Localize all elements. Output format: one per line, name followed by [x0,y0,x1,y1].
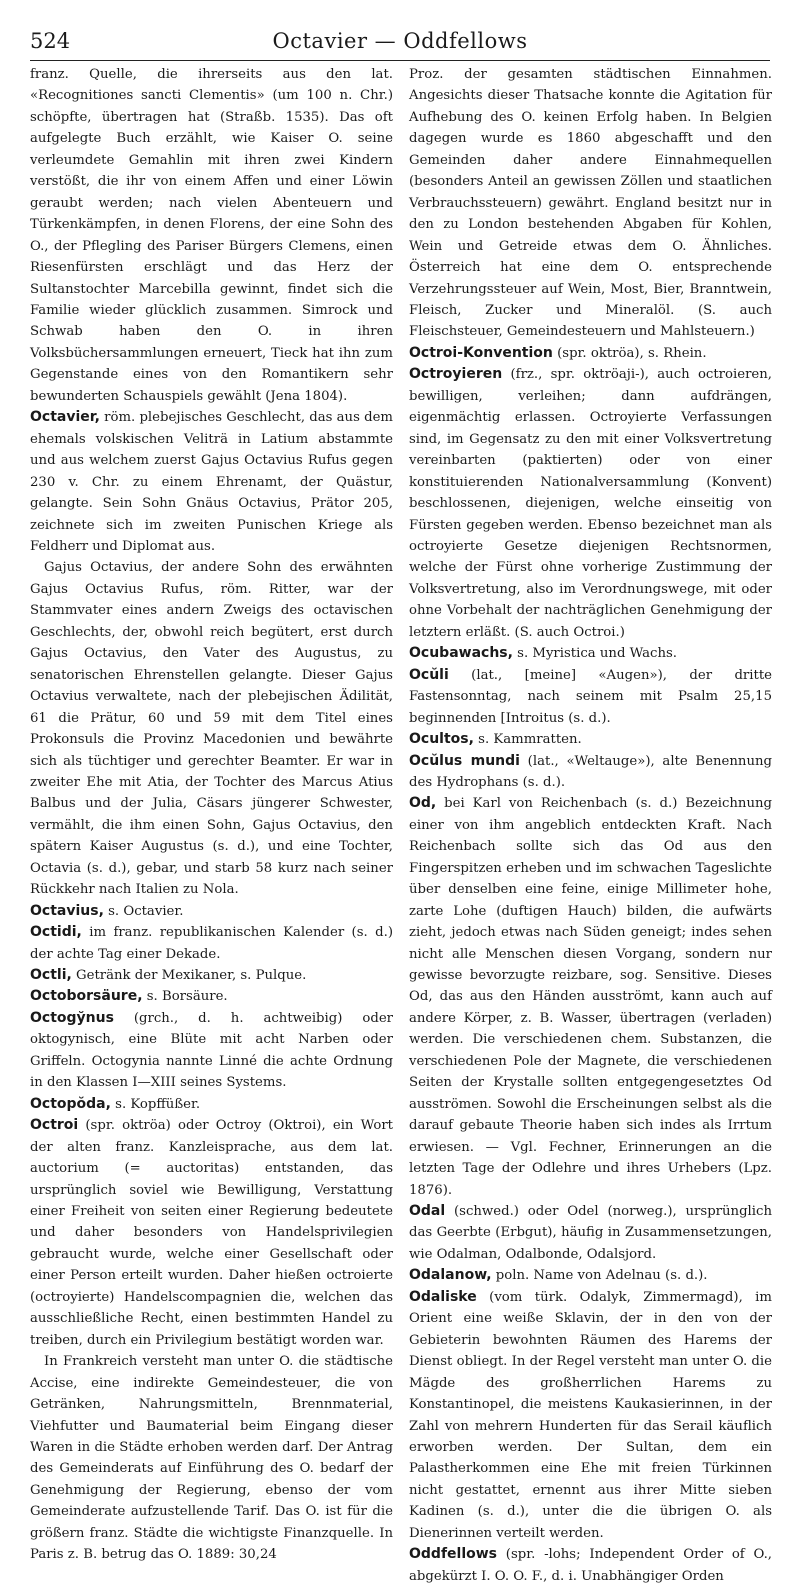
dictionary-entry [30,986,393,1007]
entry-headword: Ocŭlus mundi [409,752,520,769]
page-number: 524 [30,29,71,53]
entry-text: s. Kopffüßer. [110,1096,201,1112]
dictionary-entry [30,901,393,922]
entry-headword: Octroi [30,1117,79,1134]
entry-headword: Octroyieren [409,366,503,383]
entry-headword: Octavius, [30,902,104,919]
dictionary-entry [30,1115,393,1351]
dictionary-entry [409,751,772,794]
entry-text: Gajus Octavius, der andere Sohn des erwähnten Gajus Octavius Rufus, röm. Ritter, war der Stammvater eines andern Zweigs des octavischen Geschlechts, der, obwohl reich begütert, erst durch Gajus Octavius, den Vater des Augustus, zu senatorischen Ehrenstellen gelangte. Dieser Gajus Octavius verwaltete, nach der plebejischen Ädilität, 61 die Prätur, 60 und 59 mit dem Titel eines Prokonsuls die Provinz Macedonien und bewährte sich als tüchtiger und gerechter Beamter. Er war in zweiter Ehe mit Atia, der Tochter des Marcus Atius Balbus und der Julia, Cäsars jüngerer Schwester, vermählt, die ihm einen Sohn, Gajus Octavius, den spätern Kaiser Augustus (s. d.), und eine Tochter, Octavia (s. d.), gebar, und starb 58 kurz nach seiner Rückkehr nach Italien zu Nola. [30,560,393,898]
entry-text: s. Kammratten. [473,732,582,748]
entry-text: (frz., spr. oktröaji-), auch octroieren, bewilligen, verleihen; dann aufdrängen, eigenmächtig erlassen. Octroyierte Verfassungen sind, im Gegensatz zu den mit einer Volksvertretung vereinbarten (paktierten) oder von einer konstituierenden Nationalversammlung (Konvent) beschlossenen, diejenigen, welche einseitig von Fürsten gegeben werden. Ebenso bezeichnet man als octroyierte Gesetze diejenigen Rechtsnormen, welche der Fürst ohne vorherige Zustimmung der Volksvertretung, also im Verordnungswege, mit oder ohne Vorbehalt der nachträglichen Genehmigung der letztern erläßt. (S. auch Octroi.) [409,367,772,640]
entry-paragraph [30,1351,393,1566]
entry-text: (spr. oktröa) oder Octroy (Oktroi), ein Wort der alten franz. Kanzleisprache, aus dem lat. auctorium (= auctoritas) entstanden, das ursprünglich soviel wie Bewilligung, Verstattung einer Freiheit von seiten einer Regierung bedeutete und daher besonders von Handelsprivilegien gebraucht wurde, welche einer Gesellschaft oder einer Person erteilt wurden. Daher hießen octroierte (octroyierte) Handelscompagnien die, welchen das ausschließliche Recht, einen bestimmten Handel zu treiben, durch ein Privilegium bestätigt worden war. [30,1118,393,1348]
dictionary-entry [30,1094,393,1115]
entry-headword: Octidi, [30,924,82,941]
entry-headword: Od, [409,795,437,812]
dictionary-entry [409,665,772,729]
dictionary-entry [30,922,393,965]
entry-headword: Ocŭli [409,666,449,683]
entry-text: (lat., [meine] «Augen»), der dritte Fastensonntag, nach seinem mit Psalm 25,15 beginnenden [Introitus (s. d.). [409,667,772,726]
dictionary-entry [30,1008,393,1094]
entry-headword: Octavier, [30,409,100,426]
entry-text: (schwed.) oder Odel (norweg.), ursprünglich das Geerbte (Erbgut), häufig in Zusammensetzungen, wie Odalman, Odalbonde, Odalsjord. [409,1204,772,1262]
dictionary-entry [409,643,772,664]
left-column [30,64,393,1587]
entry-text: (spr. oktröa), s. Rhein. [552,345,707,361]
dictionary-entry [30,407,393,557]
entry-text: franz. Quelle, die ihrerseits aus den lat. «Recognitiones sancti Clementis» (um 100 n. Chr.) schöpfte, übertragen hat (Straßb. 1535). Das oft aufgelegte Buch erzählt, wie Kaiser O. seine verleumdete Gemahlin mit ihren zwei Kindern verstößt, die ihr von einem Affen und einer Löwin geraubt werden; nach vielen Abenteuern und Türkenkämpfen, in denen Florens, der eine Sohn des O., der Pflegling des Pariser Bürgers Clemens, einen Riesenfürsten erschlägt und das Herz der Sultanstochter Marcebilla gewinnt, findet sich die Familie wieder glücklich zusammen. Simrock und Schwab haben den O. in ihren Volksbüchersammlungen erneuert, Tieck hat ihn zum Gegenstande eines von den Romantikern sehr bewunderten Schauspiels gewählt (Jena 1804). [30,67,393,404]
entry-headword: Octogy̆nus [30,1009,114,1026]
entry-text: (grch., d. h. achtweibig) oder oktogynisch, eine Blüte mit acht Narben oder Griffeln. Octogynia nannte Linné die achte Ordnung in den Klassen I—XIII seines Systems. [30,1010,393,1091]
entry-headword: Oddfellows [409,1546,498,1563]
entry-text: (spr. -lohs; Independent Order of O., abgekürzt I. O. O. F., d. i. Unabhängiger Orden [409,1547,772,1584]
entry-text: Getränk der Mexikaner, s. Pulque. [71,968,307,984]
entry-text: (lat., «Weltauge»), alte Benennung des Hydrophans (s. d.). [409,753,773,790]
entry-headword: Octopŏda, [30,1095,111,1112]
running-head: Octavier — Oddfellows [272,29,528,53]
dictionary-entry [409,1287,772,1544]
dictionary-entry [409,793,772,1201]
right-column [409,64,772,1587]
dictionary-entry [409,343,772,364]
entry-text: röm. plebejisches Geschlecht, das aus dem ehemals volskischen Veliträ in Latium abstammte und aus welchem zuerst Gajus Octavius Rufus gegen 230 v. Chr. zu einem Ehrenamt, der Quästur, gelangte. Sein Sohn Gnäus Octavius, Prätor 205, zeichnete sich im zweiten Punischen Kriege als Feldherr und Diplomat aus. [30,410,393,554]
entry-text: im franz. republikanischen Kalender (s. d.) der achte Tag einer Dekade. [30,925,393,962]
entry-text: (vom türk. Odalyk, Zimmermagd), im Orient eine weiße Sklavin, der in den von der Gebieterin bewohnten Räumen des Harems der Dienst obliegt. In der Regel versteht man unter O. die Mägde des großherrlichen Harems zu Konstantinopel, die meistens Kaukasierinnen, in der Zahl von mehrern Hunderten für das Serail käuflich erworben werden. Der Sultan, dem ein Palastherkommen eine Ehe mit freien Türkinnen nicht gestattet, ernennt aus ihrer Mitte sieben Kadinen (s. d.), unter die die übrigen O. als Dienerinnen verteilt werden. [409,1289,772,1541]
entry-text: s. Myristica und Wachs. [512,646,677,662]
entry-text: bei Karl von Reichenbach (s. d.) Bezeichnung einer von ihm angeblich entdeckten Kraft. Nach Reichenbach sollte sich das Od aus den Fingerspitzen erheben und im schwachen Tageslichte über denselben eine feine, einige Millimeter hohe, zarte Lohe (duftigen Hauch) bilden, die aufwärts zieht, jedoch etwas nach Süden geneigt; indes sehen nicht alle Menschen diesen Vorgang, sondern nur gewisse bevorzugte reizbare, sog. Sensitive. Dieses Od, das aus den Händen ausströmt, kann auch auf andere Körper, z. B. Wasser, übertragen (verladen) werden. Die verschiedenen chem. Substanzen, die verschiedenen Pole der Magnete, die verschiedenen Seiten der Krystalle sollten entgegengesetztes Od ausströmen. Sowohl die Erscheinungen selbst als die darauf gebaute Theorie haben sich indes als Irrtum erwiesen. — Vgl. Fechner, Erinnerungen an die letzten Tage der Odlehre und ihres Urhebers (Lpz. 1876). [409,796,772,1198]
entry-headword: Octoborsäure, [30,988,143,1005]
entry-headword: Octroi-Konvention [409,344,553,361]
dictionary-entry [409,1544,772,1587]
dictionary-entry [409,1201,772,1265]
entry-paragraph [30,557,393,900]
entry-headword: Odalanow, [409,1267,492,1284]
dictionary-entry [30,965,393,986]
entry-text: s. Octavier. [103,903,184,919]
dictionary-entry [409,364,772,643]
entry-paragraph [30,64,393,407]
dictionary-entry [409,1265,772,1286]
text-columns [30,64,773,1584]
entry-headword: Odaliske [409,1288,477,1305]
entry-headword: Ocultos, [409,731,474,748]
entry-text: Proz. der gesamten städtischen Einnahmen. Angesichts dieser Thatsache konnte die Agitation für Aufhebung des O. keinen Erfolg haben. In Belgien dagegen wurde es 1860 abgeschafft und den Gemeinden daher andere Einnahmequellen (besonders Anteil an gewissen Zöllen und staatlichen Verbrauchssteuern) gewährt. England besitzt nur in den zu London bestehenden Abgaben für Kohlen, Wein und Getreide etwas dem O. Ähnliches. Österreich hat eine dem O. entsprechende Verzehrungssteuer auf Wein, Most, Bier, Branntwein, Fleisch, Zucker und Mineralöl. (S. auch Fleischsteuer, Gemeindesteuern und Mahlsteuern.) [409,67,772,340]
page-header [30,26,770,61]
entry-text: s. Borsäure. [142,989,228,1005]
entry-paragraph [409,64,772,343]
entry-headword: Odal [409,1203,446,1220]
entry-headword: Ocubawachs, [409,645,513,662]
entry-text: In Frankreich versteht man unter O. die städtische Accise, eine indirekte Gemeindesteuer, die von Getränken, Nahrungsmitteln, Brennmaterial, Viehfutter und Baumaterial beim Eingang dieser Waren in die Städte erhoben werden darf. Der Antrag des Gemeinderats auf Einführung des O. bedarf der Genehmigung der Regierung, ebenso der vom Gemeinderate aufzustellende Tarif. Das O. ist für die größern franz. Städte die wichtigste Finanzquelle. In Paris z. B. betrug das O. 1889: 30,24 [30,1354,393,1563]
dictionary-entry [409,729,772,750]
entry-text: poln. Name von Adelnau (s. d.). [491,1268,708,1284]
entry-headword: Octli, [30,967,72,984]
